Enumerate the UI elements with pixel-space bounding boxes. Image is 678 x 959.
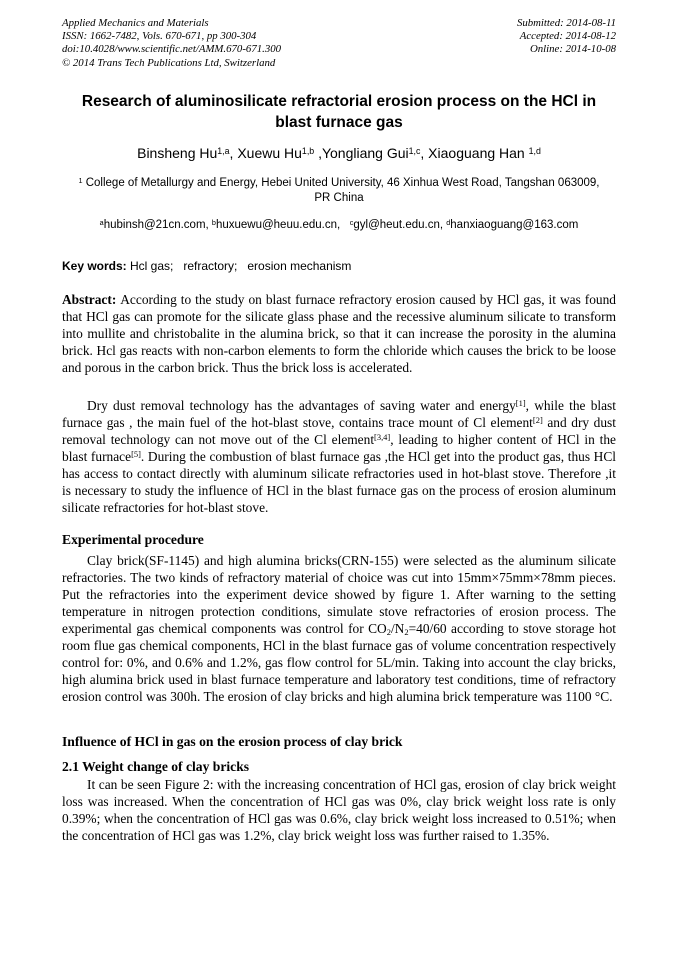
authors-line: Binsheng Hu$^{1,a}$, Xuewu Hu$^{1,b}$ ,Yongliang Gui$^{1,c}$, Xiaoguang Han $^{1,d}$ [137,144,541,161]
submission-info [517,17,616,57]
experimental-paragraph: Clay brick(SF-1145) and high alumina bricks(CRN-155) were selected as the aluminum silicate refractories. The two kinds of refractory material of choice was cut into 15mm×75mm×78mm pieces. Put the refractories into the experiment device showed by figure 1. After warning to the setting temperature in nitrogen protection conditions, simulate stove refractories of erosion process. The experimental gas chemical components was control for $CO_2/N_2=40/60$ according to stove storage hot room flue gas chemical components, HCl in the blast furnace gas of volume concentration respectively control for: 0%, and 0.6% and 1.2%, gas flow control for 5L/min. Taking into account the clay bricks, high alumina brick used in blast furnace temperature and laboratory test conditions, time of refractory erosion control was 300h. The erosion of clay bricks and high alumina brick temperature was 1100 °C. [62,552,617,704]
submission-line: Online: 2014-10-08 [529,43,616,56]
journal-line: Applied Mechanics and Materials [62,17,209,29]
section-heading-experimental: Experimental procedure [62,531,204,547]
page-title: Research of aluminosilicate refractorial erosion process on the HCl in blast furnace gas [81,92,597,131]
keywords-line: Key words: Hcl gas; refractory; erosion mechanism [62,258,352,273]
subsection-heading-weight-change: 2.1 Weight change of clay bricks [62,758,250,774]
journal-line: doi:10.4028/www.scientific.net/AMM.670-671.300 [62,43,282,56]
intro-paragraph: Dry dust removal technology has the advantages of saving water and energy[1], while the blast furnace gas , the main fuel of the hot-blast stove, contains trace mount of Cl element[2] and dry dust removal technology can not move out of the Cl element[3,4], leading to higher content of HCl in the blast furnace[5]. During the combustion of blast furnace gas ,the HCl get into the product gas, thus HCl has access to contact directly with aluminum silicate refractories used in hot-blast stove. Therefore ,it is necessary to study the influence of HCl in the blast furnace gas on the process of erosion aluminum silicate refractories for hot-blast stove. [62,397,617,515]
emails-line: $^a$hubinsh@21cn.com, $^b$huxuewu@heuu.edu.cn, $^c$gyl@heut.edu.cn, $^d$hanxiaoguang@163.com [99,217,579,231]
abstract-paragraph: Abstract: According to the study on blast furnace refractory erosion caused by HCl gas, it was found that HCl gas can promote for the silicate glass phase and the recessive aluminum silicate to transform into mullite and christobalite in the alumina brick, so that it can increase the porosity in the alumina brick. Hcl gas reacts with non-carbon elements to form the chloride which causes the brick to be loose and porous in the carbon brick. Thus the brick loss is accelerated. [62,291,616,375]
weight-change-paragraph: It can be seen Figure 2: with the increasing concentration of HCl gas, erosion of clay brick weight loss was increased. When the concentration of HCl gas was 0%, clay brick weight loss rate is only 0.39%; when the concentration of HCl gas was 0.6%, clay brick weight loss increased to 0.51%; when the concentration of HCl gas was 1.2%, clay brick weight loss was further raised to 1.35%. [62,776,616,843]
section-heading-influence: Influence of HCl in gas on the erosion process of clay brick [62,733,403,749]
submission-line: Submitted: 2014-08-11 [516,17,616,29]
affiliation-line: $^1$ College of Metallurgy and Energy, Hebei United University, 46 Xinhua West Road, Tangshan 063009, PR China [78,175,600,205]
journal-info [62,17,281,70]
page-header [62,17,616,70]
journal-line: ISSN: 1662-7482, Vols. 670-671, pp 300-304 [62,30,257,43]
submission-line: Accepted: 2014-08-12 [519,30,616,43]
journal-line: © 2014 Trans Tech Publications Ltd, Switzerland [62,56,276,69]
